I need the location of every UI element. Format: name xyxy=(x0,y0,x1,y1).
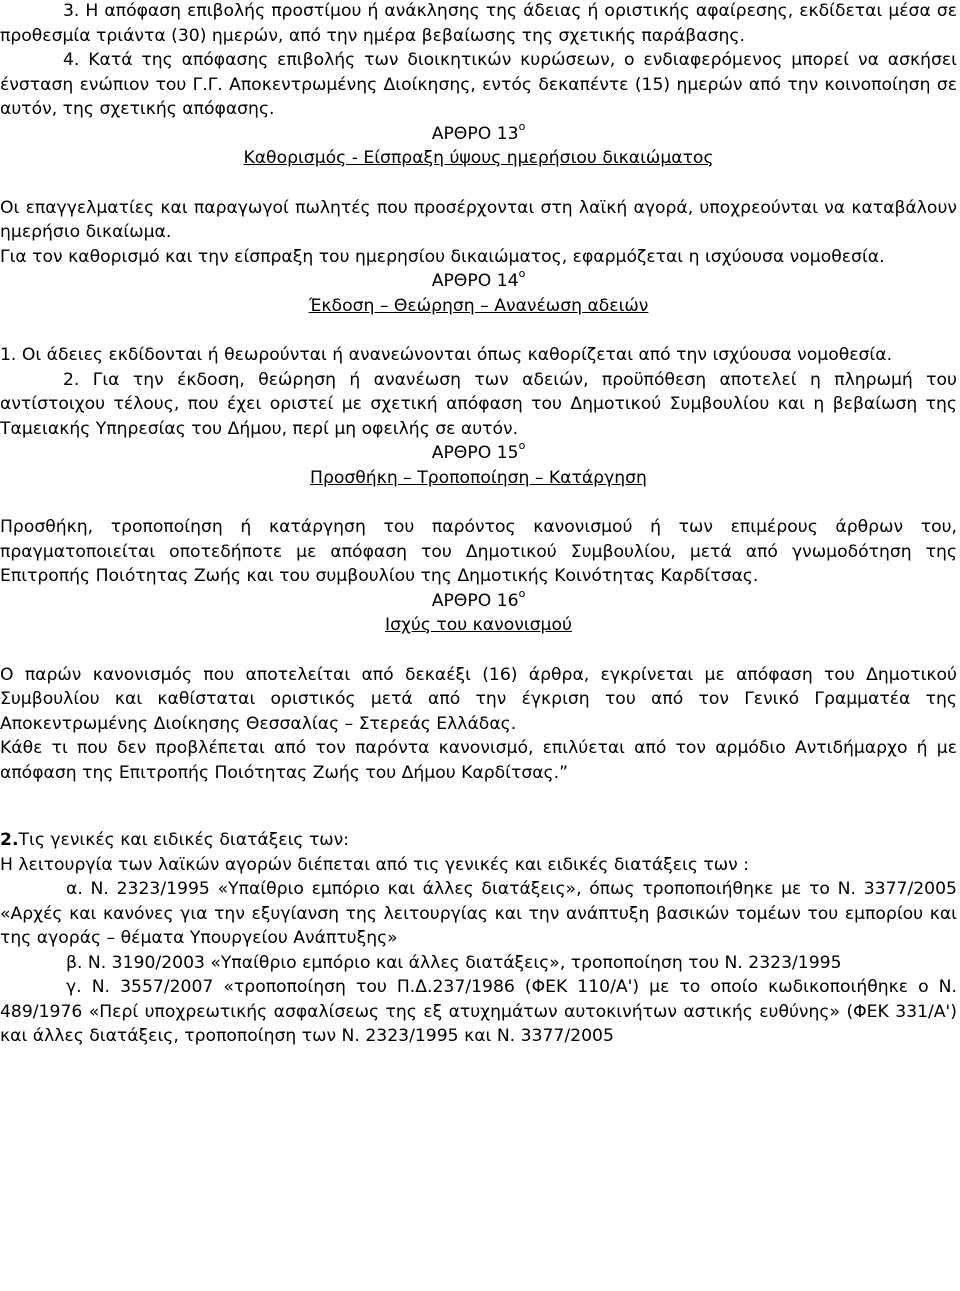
article-14-heading xyxy=(0,269,957,294)
paragraph-art12-item3: 3. Η απόφαση επιβολής προστίμου ή ανάκλησης της άδειας ή οριστικής αφαίρεσης, εκδίδεται μέσα σε προθεσμία τριάντα (30) ημερών, από την ημέρα βεβαίωσης της σχετικής παράβασης. xyxy=(0,1,957,46)
article-13-paragraph-1: Οι επαγγελματίες και παραγωγοί πωλητές που προσέρχονται στη λαϊκή αγορά, υποχρεούνται να καταβάλουν ημερήσιο δικαίωμα. xyxy=(0,197,957,242)
section-2-heading xyxy=(0,828,957,853)
article-15-heading xyxy=(0,441,957,466)
spacer xyxy=(0,785,957,828)
article-15-title-text: Προσθήκη – Τροποποίηση – Κατάργηση xyxy=(310,467,647,488)
article-14-heading-text: ΑΡΘΡΟ 14 xyxy=(431,271,519,291)
paragraph-art12-item4: 4. Κατά της απόφασης επιβολής των διοικητικών κυρώσεων, ο ενδιαφερόμενος μπορεί να ασκήσει ένσταση ενώπιον του Γ.Γ. Αποκεντρωμένης Διοίκησης, εντός δεκαπέντε (15) ημερών από την κοινοποίηση σε αυτόν, της σχετικής απόφασης. xyxy=(0,50,957,119)
article-13-heading xyxy=(0,119,957,147)
article-13-paragraph-2: Για τον καθορισμό και την είσπραξη του ημερησίου δικαιώματος, εφαρμόζεται η ισχύουσα νομοθεσία. xyxy=(0,246,885,267)
section-2-intro: Η λειτουργία των λαϊκών αγορών διέπεται από τις γενικές και ειδικές διατάξεις των : xyxy=(0,854,750,875)
article-14-heading-sup: ο xyxy=(518,267,526,281)
article-13-heading-text: ΑΡΘΡΟ 13 xyxy=(431,123,519,144)
article-14-paragraph-2: 2. Για την έκδοση, θεώρηση ή ανανέωση των αδειών, προϋπόθεση αποτελεί η πληρωμή του αντίστοιχου τέλους, που έχει οριστεί με σχετική απόφαση του Δημοτικού Συμβουλίου και η βεβαίωση της Ταμειακής Υπηρεσίας του Δήμου, περί μη οφειλής σε αυτόν. xyxy=(0,369,957,439)
article-14-paragraph-1: 1. Οι άδειες εκδίδονται ή θεωρούνται ή ανανεώνονται όπως καθορίζεται από την ισχύουσα νομοθεσία. xyxy=(0,345,893,365)
section-2-heading-text: Τις γενικές και ειδικές διατάξεις των: xyxy=(18,830,350,850)
section-2-item-a: α. Ν. 2323/1995 «Υπαίθριο εμπόριο και άλλες διατάξεις», όπως τροποποιήθηκε με το Ν. 3377/2005 «Αρχές και κανόνες για την εξυγίανση της λειτουργίας και την ανάπτυξη βασικών τομέων του εμπορίου και της αγοράς – θέματα Υπουργείου Ανάπτυξης» xyxy=(0,879,957,948)
article-13-heading-sup: ο xyxy=(518,119,526,133)
article-16-paragraph-1: Ο παρών κανονισμός που αποτελείται από δεκαέξι (16) άρθρα, εγκρίνεται με απόφαση του Δημοτικού Συμβουλίου και καθίσταται οριστικός μετά από την έγκριση του από τον Γενικό Γραμματέα της Αποκεντρωμένης Διοίκησης Θεσσαλίας – Στερεάς Ελλάδας. xyxy=(0,664,957,734)
article-14-title-text: Έκδοση – Θεώρηση – Ανανέωση αδειών xyxy=(308,295,649,316)
article-13-title xyxy=(0,146,957,171)
spacer xyxy=(0,490,957,515)
section-2-item-c: γ. Ν. 3557/2007 «τροποποίηση του Π.Δ.237/1986 (ΦΕΚ 110/Α') με το οποίο κωδικοποιήθηκε ο Ν. 489/1976 «Περί υποχρεωτικής ασφαλίσεως της εξ ατυχημάτων αυτοκινήτων αστικής ευθύνης» (ΦΕΚ 331/Α') και άλλες διατάξεις, τροποποίηση των Ν. 2323/1995 και Ν. 3377/2005 xyxy=(0,977,957,1046)
spacer xyxy=(0,171,957,196)
article-14-title xyxy=(0,294,957,319)
article-16-title xyxy=(0,613,957,638)
article-16-heading-sup: ο xyxy=(518,586,526,600)
article-15-heading-sup: ο xyxy=(518,439,526,453)
article-16-title-text: Ισχύς του κανονισμού xyxy=(385,615,572,635)
section-2-item-b: β. Ν. 3190/2003 «Υπαίθριο εμπόριο και άλλες διατάξεις», τροποποίηση του Ν. 2323/1995 xyxy=(66,952,842,973)
spacer xyxy=(0,638,957,663)
article-15-paragraph-1: Προσθήκη, τροποποίηση ή κατάργηση του παρόντος κανονισμού ή των επιμέρους άρθρων του, πραγματοποιείται οποτεδήποτε με απόφαση του Δημοτικού Συμβουλίου, μετά από γνωμοδότηση της Επιτροπής Ποιότητας Ζωής και του συμβουλίου της Δημοτικής Κοινότητας Καρδίτσας. xyxy=(0,517,957,586)
section-2-number: 2. xyxy=(0,830,19,850)
spacer xyxy=(0,318,957,343)
article-16-heading xyxy=(0,586,957,614)
article-15-heading-text: ΑΡΘΡΟ 15 xyxy=(431,443,519,463)
article-16-heading-text: ΑΡΘΡΟ 16 xyxy=(431,590,519,611)
article-16-paragraph-2: Κάθε τι που δεν προβλέπεται από τον παρόντα κανονισμό, επιλύεται από τον αρμόδιο Αντιδήμαρχο ή με απόφαση της Επιτροπής Ποιότητας Ζωής του Δήμου Καρδίτσας.” xyxy=(0,738,957,783)
article-13-title-text: Καθορισμός - Είσπραξη ύψους ημερήσιου δικαιώματος xyxy=(243,148,714,168)
article-15-title xyxy=(0,466,957,491)
